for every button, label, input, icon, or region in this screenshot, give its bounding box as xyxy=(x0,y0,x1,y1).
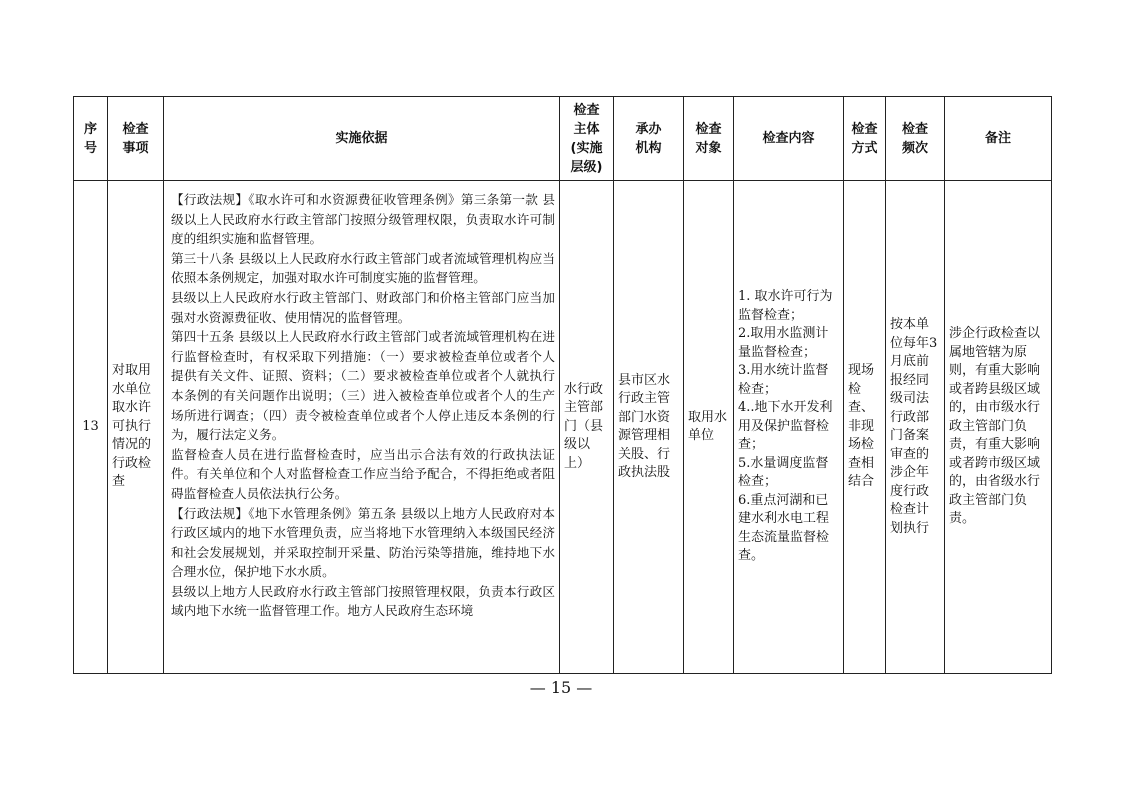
cell-org: 县市区水行政主管部门水资源管理相关股、行政执法股 xyxy=(614,181,684,674)
header-subject: 检查主体(实施层级) xyxy=(560,97,614,181)
cell-subject: 水行政主管部门（县级以上） xyxy=(560,181,614,674)
header-seq: 序号 xyxy=(74,97,108,181)
basis-paragraph: 监督检查人员在进行监督检查时，应当出示合法有效的行政执法证件。有关单位和个人对监督检查工作应当给予配合，不得拒绝或者阻碍监督检查人员依法执行公务。 xyxy=(171,446,555,501)
header-frequency: 检查频次 xyxy=(886,97,945,181)
cell-seq: 13 xyxy=(74,181,108,674)
header-content: 检查内容 xyxy=(734,97,844,181)
basis-paragraph: 第四十五条 县级以上人民政府水行政主管部门或者流域管理机构在进行监督检查时，有权采取下列措施：（一）要求被检查单位或者个人提供有关文件、证照、资料；（二）要求被检查单位或者个人就执行本条例的有关问题作出说明；（三）进入被检查单位或者个人的生产场所进行调查；（四）责令被检查单位或者个人停止违反本条例的行为，履行法定义务。 xyxy=(171,329,555,443)
header-org: 承办机构 xyxy=(614,97,684,181)
basis-paragraph: 县级以上人民政府水行政主管部门、财政部门和价格主管部门应当加强对水资源费征收、使用情况的监督管理。 xyxy=(171,289,555,325)
content-item: 3.用水统计监督检查； xyxy=(738,363,829,397)
header-item: 检查事项 xyxy=(108,97,164,181)
cell-notes: 涉企行政检查以属地管辖为原则，有重大影响或者跨县级区域的，由市级水行政主管部门负责，有重大影响或者跨市级区域的，由省级水行政主管部门负责。 xyxy=(945,181,1052,674)
basis-paragraph: 【行政法规】《取水许可和水资源费征收管理条例》第三条第一款 县级以上人民政府水行政主管部门按照分级管理权限，负责取水许可制度的组织实施和监督管理。 xyxy=(171,192,555,247)
cell-item: 对取用水单位取水许可执行情况的行政检查 xyxy=(108,181,164,674)
header-object: 检查对象 xyxy=(684,97,734,181)
header-basis: 实施依据 xyxy=(164,97,560,181)
page-number: — 15 — xyxy=(529,678,593,697)
content-item: 4..地下水开发利用及保护监督检查； xyxy=(738,400,833,453)
cell-method: 现场检查、非现场检查相结合 xyxy=(844,181,886,674)
header-notes: 备注 xyxy=(945,97,1052,181)
cell-content xyxy=(734,181,844,674)
content-item: 1. 取水许可行为监督检查； xyxy=(738,289,833,323)
basis-paragraph: 第三十八条 县级以上人民政府水行政主管部门或者流域管理机构应当依照本条例规定，加强对取水许可制度实施的监督管理。 xyxy=(171,250,555,286)
basis-paragraph: 【行政法规】《地下水管理条例》第五条 县级以上地方人民政府对本行政区域内的地下水管理负责，应当将地下水管理纳入本级国民经济和社会发展规划，并采取控制开采量、防治污染等措施，维持地下水合理水位，保护地下水水质。 xyxy=(171,505,555,580)
content-item: 6.重点河湖和已建水利水电工程生态流量监督检查。 xyxy=(738,492,830,564)
header-row xyxy=(74,97,1052,181)
table-row xyxy=(74,181,1052,674)
basis-paragraph: 县级以上地方人民政府水行政主管部门按照管理权限，负责本行政区域内地下水统一监督管理工作。地方人民政府生态环境 xyxy=(171,583,555,619)
header-method: 检查方式 xyxy=(844,97,886,181)
cell-frequency: 按本单位每年3月底前报经同级司法行政部门备案审查的涉企年度行政检查计划执行 xyxy=(886,181,945,674)
content-item: 5.水量调度监督检查； xyxy=(738,455,829,490)
inspection-table xyxy=(73,96,1052,674)
cell-basis xyxy=(164,181,560,674)
content-item: 2.取用水监测计量监督检查； xyxy=(738,326,829,360)
cell-object: 取用水单位 xyxy=(684,181,734,674)
